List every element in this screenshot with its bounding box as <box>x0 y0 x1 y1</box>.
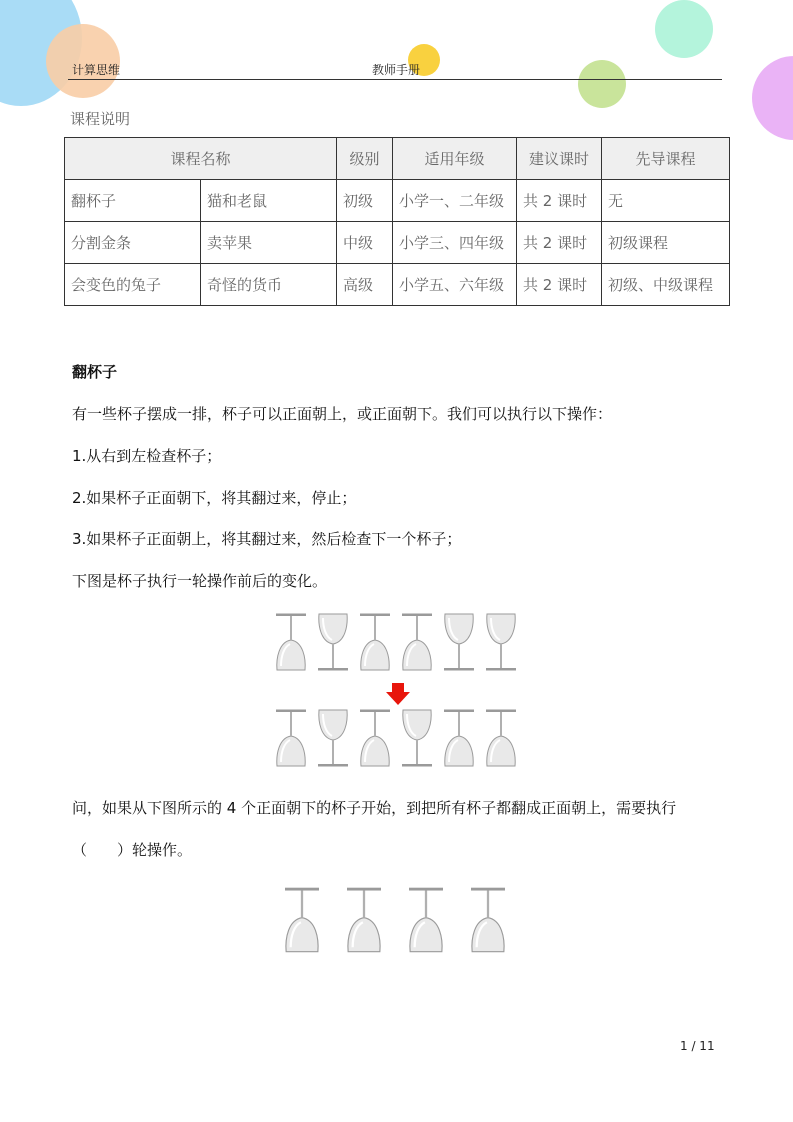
before-glass-inverted-icon <box>275 612 307 676</box>
col-header-name: 课程名称 <box>65 138 337 180</box>
step-2: 2.如果杯子正面朝下，将其翻过来，停止； <box>72 489 357 507</box>
step-1: 1.从右到左检查杯子； <box>72 447 222 465</box>
before-glass-upright-icon <box>485 612 517 676</box>
before-glass-upright-icon <box>317 612 349 676</box>
cell-course-1: 翻杯子 <box>65 180 201 222</box>
before-glass-inverted-icon <box>359 612 391 676</box>
cell-level: 初级 <box>337 180 393 222</box>
decor-circle-mint <box>655 0 713 58</box>
col-header-hours: 建议课时 <box>517 138 602 180</box>
course-table <box>64 137 730 306</box>
question-glass-inverted-icon <box>469 886 507 958</box>
cups-after-row <box>275 708 521 768</box>
cell-grade: 小学五、六年级 <box>393 264 517 306</box>
cell-grade: 小学一、二年级 <box>393 180 517 222</box>
cell-course-1: 分割金条 <box>65 222 201 264</box>
before-glass-upright-icon <box>443 612 475 676</box>
cell-course-2: 卖苹果 <box>201 222 337 264</box>
cell-hours: 共 2 课时 <box>517 264 602 306</box>
cell-prereq: 初级课程 <box>602 222 730 264</box>
lesson-title: 翻杯子 <box>72 363 118 381</box>
cell-course-1: 会变色的兔子 <box>65 264 201 306</box>
table-header-row <box>65 138 730 180</box>
after-glass-inverted-icon <box>359 708 391 772</box>
decor-circle-lilac <box>752 56 793 140</box>
cell-prereq: 初级、中级课程 <box>602 264 730 306</box>
question-line-1: 问，如果从下图所示的 4 个正面朝下的杯子开始，到把所有杯子都翻成正面朝上，需要执行 <box>72 799 677 817</box>
after-glass-inverted-icon <box>485 708 517 772</box>
question-glass-inverted-icon <box>407 886 445 958</box>
question-line-2: （ ）轮操作。 <box>72 841 193 859</box>
col-header-prereq: 先导课程 <box>602 138 730 180</box>
cell-grade: 小学三、四年级 <box>393 222 517 264</box>
cell-prereq: 无 <box>602 180 730 222</box>
red-down-arrow-icon <box>385 683 411 705</box>
after-glass-inverted-icon <box>443 708 475 772</box>
after-glass-inverted-icon <box>275 708 307 772</box>
after-glass-upright-icon <box>401 708 433 772</box>
before-glass-inverted-icon <box>401 612 433 676</box>
cell-level: 中级 <box>337 222 393 264</box>
table-row <box>65 264 730 306</box>
cell-hours: 共 2 课时 <box>517 180 602 222</box>
page-number: 1 / 11 <box>680 1039 715 1053</box>
figure-caption: 下图是杯子执行一轮操作前后的变化。 <box>72 572 328 590</box>
header-divider <box>68 79 722 80</box>
cell-course-2: 奇怪的货币 <box>201 264 337 306</box>
header-course-name: 计算思维 <box>72 63 121 77</box>
cell-level: 高级 <box>337 264 393 306</box>
cell-course-2: 猫和老鼠 <box>201 180 337 222</box>
decor-circle-green <box>578 60 626 108</box>
lesson-intro: 有一些杯子摆成一排，杯子可以正面朝上，或正面朝下。我们可以执行以下操作： <box>72 405 613 423</box>
question-glass-inverted-icon <box>345 886 383 958</box>
table-row <box>65 180 730 222</box>
col-header-grade: 适用年级 <box>393 138 517 180</box>
question-glass-inverted-icon <box>283 886 321 958</box>
table-row <box>65 222 730 264</box>
after-glass-upright-icon <box>317 708 349 772</box>
cups-before-row <box>275 612 521 672</box>
col-header-level: 级别 <box>337 138 393 180</box>
header-manual-title: 教师手册 <box>372 63 421 77</box>
cell-hours: 共 2 课时 <box>517 222 602 264</box>
course-section-title: 课程说明 <box>70 110 131 128</box>
step-3: 3.如果杯子正面朝上，将其翻过来，然后检查下一个杯子； <box>72 530 462 548</box>
cups-question-row <box>283 886 515 956</box>
